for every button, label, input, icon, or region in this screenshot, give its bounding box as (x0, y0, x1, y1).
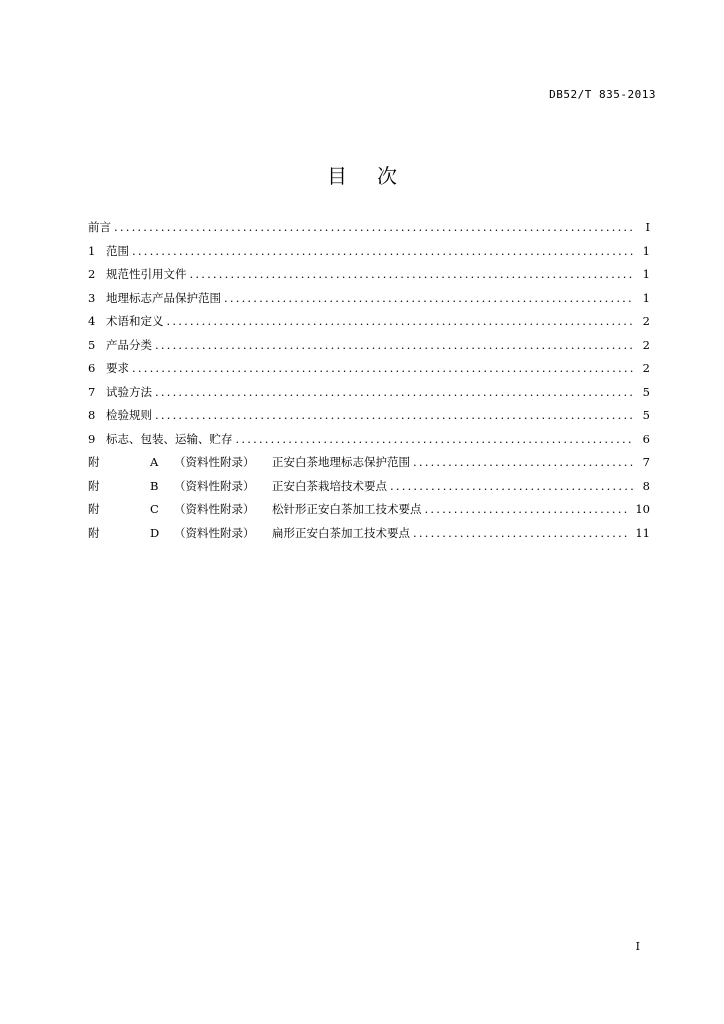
annex-page: 10 (635, 502, 650, 516)
annex-page: 8 (642, 478, 650, 493)
toc-entry-label: 试验方法 (106, 384, 152, 399)
toc-entry[interactable] (88, 310, 650, 334)
toc-entry-number: 8 (88, 408, 96, 422)
toc-leader-dots (390, 475, 634, 499)
annex-prefix: 附 (88, 478, 100, 493)
annex-type: （资料性附录） (174, 525, 255, 540)
toc-leader-dots (155, 404, 634, 428)
toc-entry[interactable] (88, 428, 650, 452)
toc-entry-label: 规范性引用文件 (106, 267, 187, 281)
toc-entry-number: 9 (88, 431, 96, 446)
document-code: DB52/T 835-2013 (549, 88, 656, 101)
toc-entry-number: 2 (88, 267, 96, 281)
toc-entry-number: 3 (88, 290, 96, 305)
toc-entry-number: 7 (88, 384, 96, 399)
toc-entry-label: 要求 (106, 361, 129, 375)
annex-page: 7 (642, 455, 650, 469)
toc-leader-dots (425, 498, 630, 522)
toc-annex-entry[interactable] (88, 475, 650, 499)
annex-letter: A (150, 455, 159, 469)
toc-entry-number: 4 (88, 314, 96, 328)
toc-entry[interactable] (88, 263, 650, 287)
toc-entry-page: 1 (642, 243, 650, 258)
toc-entry-foreword[interactable] (88, 216, 650, 240)
annex-prefix: 附 (88, 455, 100, 469)
table-of-contents (88, 216, 650, 545)
toc-entry-label: 前言 (88, 220, 111, 234)
toc-entry-label: 范围 (106, 243, 129, 258)
toc-entry-label: 产品分类 (106, 337, 152, 352)
toc-leader-dots (236, 428, 635, 452)
annex-type: （资料性附录） (174, 478, 255, 493)
page-title: 目次 (327, 164, 427, 188)
toc-leader-dots (167, 310, 635, 334)
toc-leader-dots (224, 287, 634, 311)
toc-entry-number: 6 (88, 361, 96, 375)
toc-annex-entry[interactable] (88, 498, 650, 522)
toc-leader-dots (190, 263, 635, 287)
toc-entry-label: 检验规则 (106, 408, 152, 422)
toc-entry-page: 5 (642, 384, 650, 399)
annex-label: 正安白茶地理标志保护范围 (272, 455, 410, 469)
toc-leader-dots (132, 240, 634, 264)
toc-entry-page: 5 (642, 408, 650, 422)
annex-label: 正安白茶栽培技术要点 (272, 478, 387, 493)
toc-leader-dots (155, 381, 634, 405)
annex-letter: D (150, 525, 160, 540)
footer-page-number: I (635, 940, 640, 953)
toc-entry[interactable] (88, 381, 650, 405)
toc-entry-page: I (645, 220, 650, 234)
toc-entry-page: 1 (642, 290, 650, 305)
toc-entry-page: 1 (642, 267, 650, 281)
toc-entry[interactable] (88, 357, 650, 381)
annex-letter: C (150, 502, 159, 516)
toc-entry-page: 2 (642, 314, 650, 328)
toc-entry[interactable] (88, 287, 650, 311)
annex-type: （资料性附录） (174, 455, 255, 469)
toc-entry-page: 6 (642, 431, 650, 446)
toc-leader-dots (155, 334, 634, 358)
annex-label: 松针形正安白茶加工技术要点 (272, 502, 422, 516)
toc-entry-label: 术语和定义 (106, 314, 164, 328)
toc-entry[interactable] (88, 334, 650, 358)
annex-page: 11 (635, 525, 650, 540)
toc-entry-number: 1 (88, 243, 96, 258)
toc-leader-dots (413, 451, 634, 475)
toc-leader-dots (413, 522, 629, 546)
toc-entry-label: 地理标志产品保护范围 (106, 290, 221, 305)
annex-prefix: 附 (88, 525, 100, 540)
toc-annex-entry[interactable] (88, 522, 650, 546)
toc-entry-label: 标志、包装、运输、贮存 (106, 431, 233, 446)
annex-letter: B (150, 478, 159, 493)
annex-prefix: 附 (88, 502, 100, 516)
toc-entry[interactable] (88, 240, 650, 264)
toc-entry[interactable] (88, 404, 650, 428)
toc-entry-page: 2 (642, 337, 650, 352)
toc-leader-dots (132, 357, 634, 381)
toc-entry-page: 2 (642, 361, 650, 375)
toc-annex-entry[interactable] (88, 451, 650, 475)
toc-entry-number: 5 (88, 337, 96, 352)
annex-label: 扁形正安白茶加工技术要点 (272, 525, 410, 540)
annex-type: （资料性附录） (174, 502, 255, 516)
toc-leader-dots (114, 216, 634, 240)
